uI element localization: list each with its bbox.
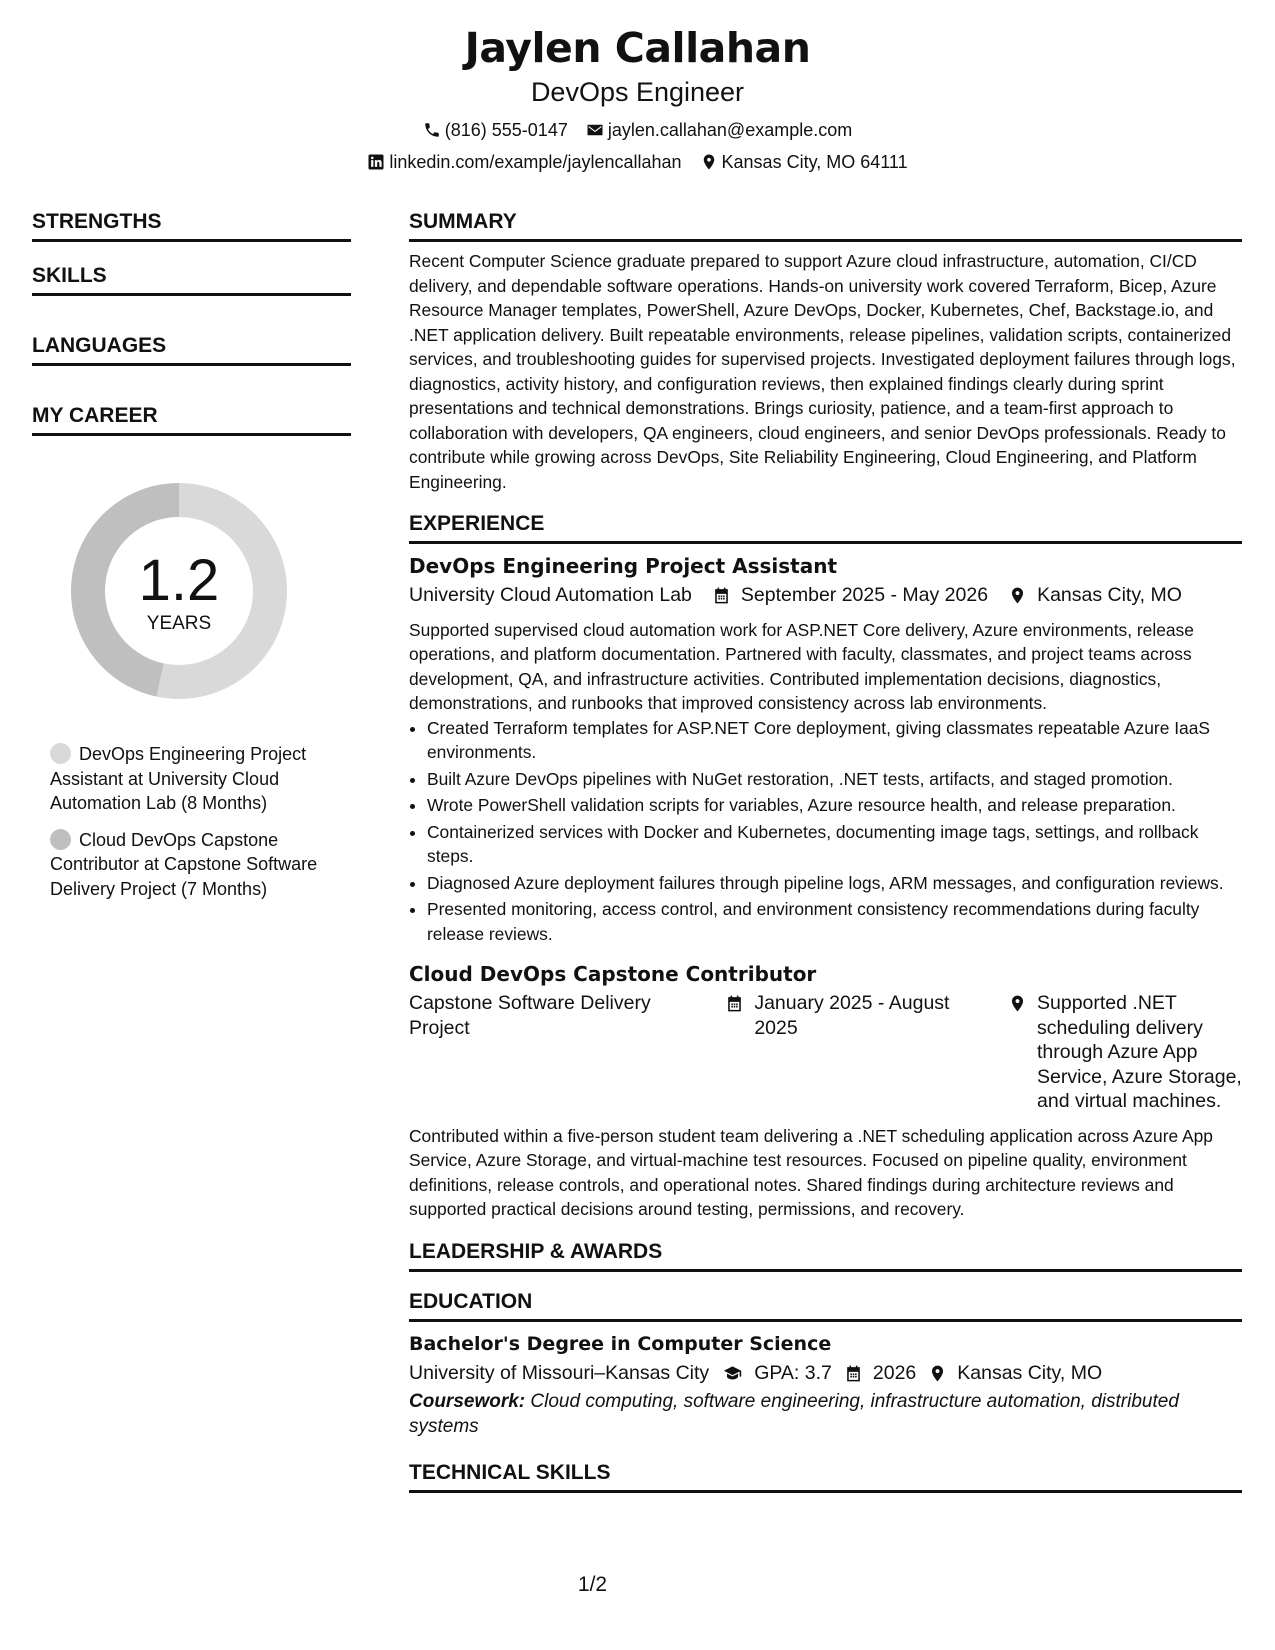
job-meta <box>409 583 1242 608</box>
job-bullet: • Diagnosed Azure deployment failures through pipeline logs, ARM messages, and configuration reviews. <box>427 871 1242 896</box>
donut-center <box>66 478 292 704</box>
contact-phone <box>423 118 568 142</box>
languages-heading: LANGUAGES <box>32 332 351 366</box>
career-legend-item <box>50 742 330 816</box>
career-legend <box>32 742 351 901</box>
career-legend-text: DevOps Engineering Project Assistant at University Cloud Automation Lab (8 Months) <box>50 744 307 813</box>
candidate-title: DevOps Engineer <box>530 77 745 107</box>
gpa-text: GPA: 3.7 <box>754 1361 832 1384</box>
career-donut <box>66 478 292 704</box>
technical-skills-heading: TECHNICAL SKILLS <box>409 1459 1242 1493</box>
school-location-wrap <box>928 1361 1102 1386</box>
legend-dot <box>50 829 71 850</box>
degree-title: Bachelor's Degree in Computer Science <box>409 1332 832 1355</box>
contact-linkedin[interactable] <box>367 150 681 174</box>
career-years-label: YEARS <box>146 613 212 634</box>
sidebar <box>32 208 351 921</box>
education-heading: EDUCATION <box>409 1288 1242 1322</box>
job-bullet: • Containerized services with Docker and Kubernetes, documenting image tags, settings, and rollback steps. <box>427 820 1242 869</box>
job-bullets <box>409 716 1242 947</box>
contact-location <box>700 150 908 174</box>
grad-year-wrap <box>844 1361 916 1386</box>
job-org: University Cloud Automation Lab <box>409 584 692 606</box>
job-bullet: • Wrote PowerShell validation scripts for variables, Azure resource health, and release preparation. <box>427 793 1242 818</box>
email-text: jaylen.callahan@example.com <box>607 120 853 140</box>
job-meta <box>409 991 1242 1114</box>
resume-header <box>0 22 1275 174</box>
strengths-section <box>32 208 351 242</box>
job-location: Kansas City, MO <box>1037 584 1182 606</box>
main-column <box>409 208 1242 1493</box>
map-pin-icon <box>700 153 718 171</box>
job-location: Supported .NET scheduling delivery through Azure App Service, Azure Storage, and virtual machines. <box>1037 992 1242 1112</box>
leadership-section <box>409 1238 1242 1272</box>
job-bullet: • Created Terraform templates for ASP.NET Core deployment, giving classmates repeatable Azure IaaS environments. <box>427 716 1242 765</box>
career-years-value: 1.2 <box>138 548 220 613</box>
career-legend-text: Cloud DevOps Capstone Contributor at Capstone Software Delivery Project (7 Months) <box>50 829 318 899</box>
career-section <box>32 402 351 901</box>
calendar-icon <box>712 586 731 605</box>
job-location-wrap <box>1008 583 1182 608</box>
calendar-icon <box>844 1364 863 1383</box>
phone-text: (816) 555-0147 <box>444 120 568 140</box>
map-pin-icon <box>928 1364 947 1383</box>
summary-text: Recent Computer Science graduate prepared to support Azure cloud infrastructure, automation, CI/CD delivery, and dependable software operations. Hands-on university work covered Terraform, Bicep, Azure Resource Manager templates, PowerShell, Azure DevOps, Docker, Kubernetes, Chef, Backstage.io, and .NET application delivery. Built repeatable environments, release pipelines, validation scripts, containerized services, and troubleshooting guides for supervised projects. Investigated deployment failures through logs, diagnostics, activity history, and configuration reviews, then explained findings clearly during sprint presentations and technical demonstrations. Brings curiosity, patience, and a team-first approach to collaboration with developers, QA engineers, cloud engineers, and senior DevOps professionals. Ready to contribute while growing across DevOps, Site Reliability Engineering, Cloud Engineering, and Platform Engineering. <box>409 251 1236 492</box>
coursework-text: Cloud computing, software engineering, infrastructure automation, distributed systems <box>409 1391 1179 1437</box>
map-pin-icon <box>1008 994 1027 1013</box>
school-name: University of Missouri–Kansas City <box>409 1361 710 1384</box>
career-legend-item <box>50 828 330 902</box>
job-dates: January 2025 - August 2025 <box>754 992 950 1039</box>
job-org: Capstone Software Delivery Project <box>409 992 651 1039</box>
gpa-wrap <box>721 1361 832 1386</box>
languages-section <box>32 332 351 366</box>
summary-section <box>409 208 1242 494</box>
career-heading: MY CAREER <box>32 402 351 436</box>
summary-heading: SUMMARY <box>409 208 1242 242</box>
education-meta <box>409 1361 1242 1386</box>
coursework <box>409 1390 1242 1439</box>
job-title: Cloud DevOps Capstone Contributor <box>409 962 817 986</box>
school-location: Kansas City, MO <box>957 1361 1103 1384</box>
job-location-wrap <box>1008 991 1242 1114</box>
linkedin-text: linkedin.com/example/jaylencallahan <box>389 152 682 172</box>
contact-row-primary <box>0 118 1275 142</box>
contact-row-secondary <box>0 150 1275 174</box>
strengths-heading: STRENGTHS <box>32 208 351 242</box>
linkedin-icon <box>367 153 385 171</box>
phone-icon <box>423 121 441 139</box>
job-dates: September 2025 - May 2026 <box>740 584 989 606</box>
envelope-icon <box>586 121 604 139</box>
location-text: Kansas City, MO 64111 <box>721 152 908 172</box>
technical-skills-section <box>409 1459 1242 1493</box>
skills-section <box>32 262 351 296</box>
job-dates-wrap <box>725 991 988 1040</box>
job-entry <box>409 552 1242 946</box>
contact-email[interactable] <box>586 118 852 142</box>
job-bullet: • Built Azure DevOps pipelines with NuGet restoration, .NET tests, artifacts, and staged promotion. <box>427 767 1242 792</box>
coursework-label: Coursework: <box>409 1391 526 1412</box>
skills-heading: SKILLS <box>32 262 351 296</box>
calendar-icon <box>725 994 744 1013</box>
job-dates-wrap <box>712 583 988 608</box>
job-title: DevOps Engineering Project Assistant <box>409 554 838 578</box>
map-pin-icon <box>1008 586 1027 605</box>
leadership-heading: LEADERSHIP & AWARDS <box>409 1238 1242 1272</box>
job-bullet: • Presented monitoring, access control, and environment consistency recommendations during faculty release reviews. <box>427 897 1242 946</box>
job-description: Supported supervised cloud automation work for ASP.NET Core delivery, Azure environments, release operations, and platform documentation. Partnered with faculty, classmates, and project teams across development, QA, and infrastructure activities. Contributed implementation decisions, diagnostics, demonstrations, and runbooks that improved consistency across lab environments. <box>409 619 1194 713</box>
candidate-name: Jaylen Callahan <box>464 24 811 72</box>
legend-dot <box>50 743 71 764</box>
job-entry <box>409 960 1242 1222</box>
grad-year: 2026 <box>872 1361 917 1384</box>
experience-section <box>409 510 1242 1222</box>
job-description: Contributed within a five-person student team delivering a .NET scheduling application across Azure App Service, Azure Storage, and virtual-machine test resources. Focused on pipeline quality, environment definitions, release controls, and operational notes. Shared findings during architecture reviews and supported practical decisions around testing, permissions, and recovery. <box>409 1125 1213 1219</box>
graduation-cap-icon <box>721 1364 744 1383</box>
experience-heading: EXPERIENCE <box>409 510 1242 544</box>
page-number: 1/2 <box>577 1573 608 1596</box>
education-section <box>409 1288 1242 1440</box>
